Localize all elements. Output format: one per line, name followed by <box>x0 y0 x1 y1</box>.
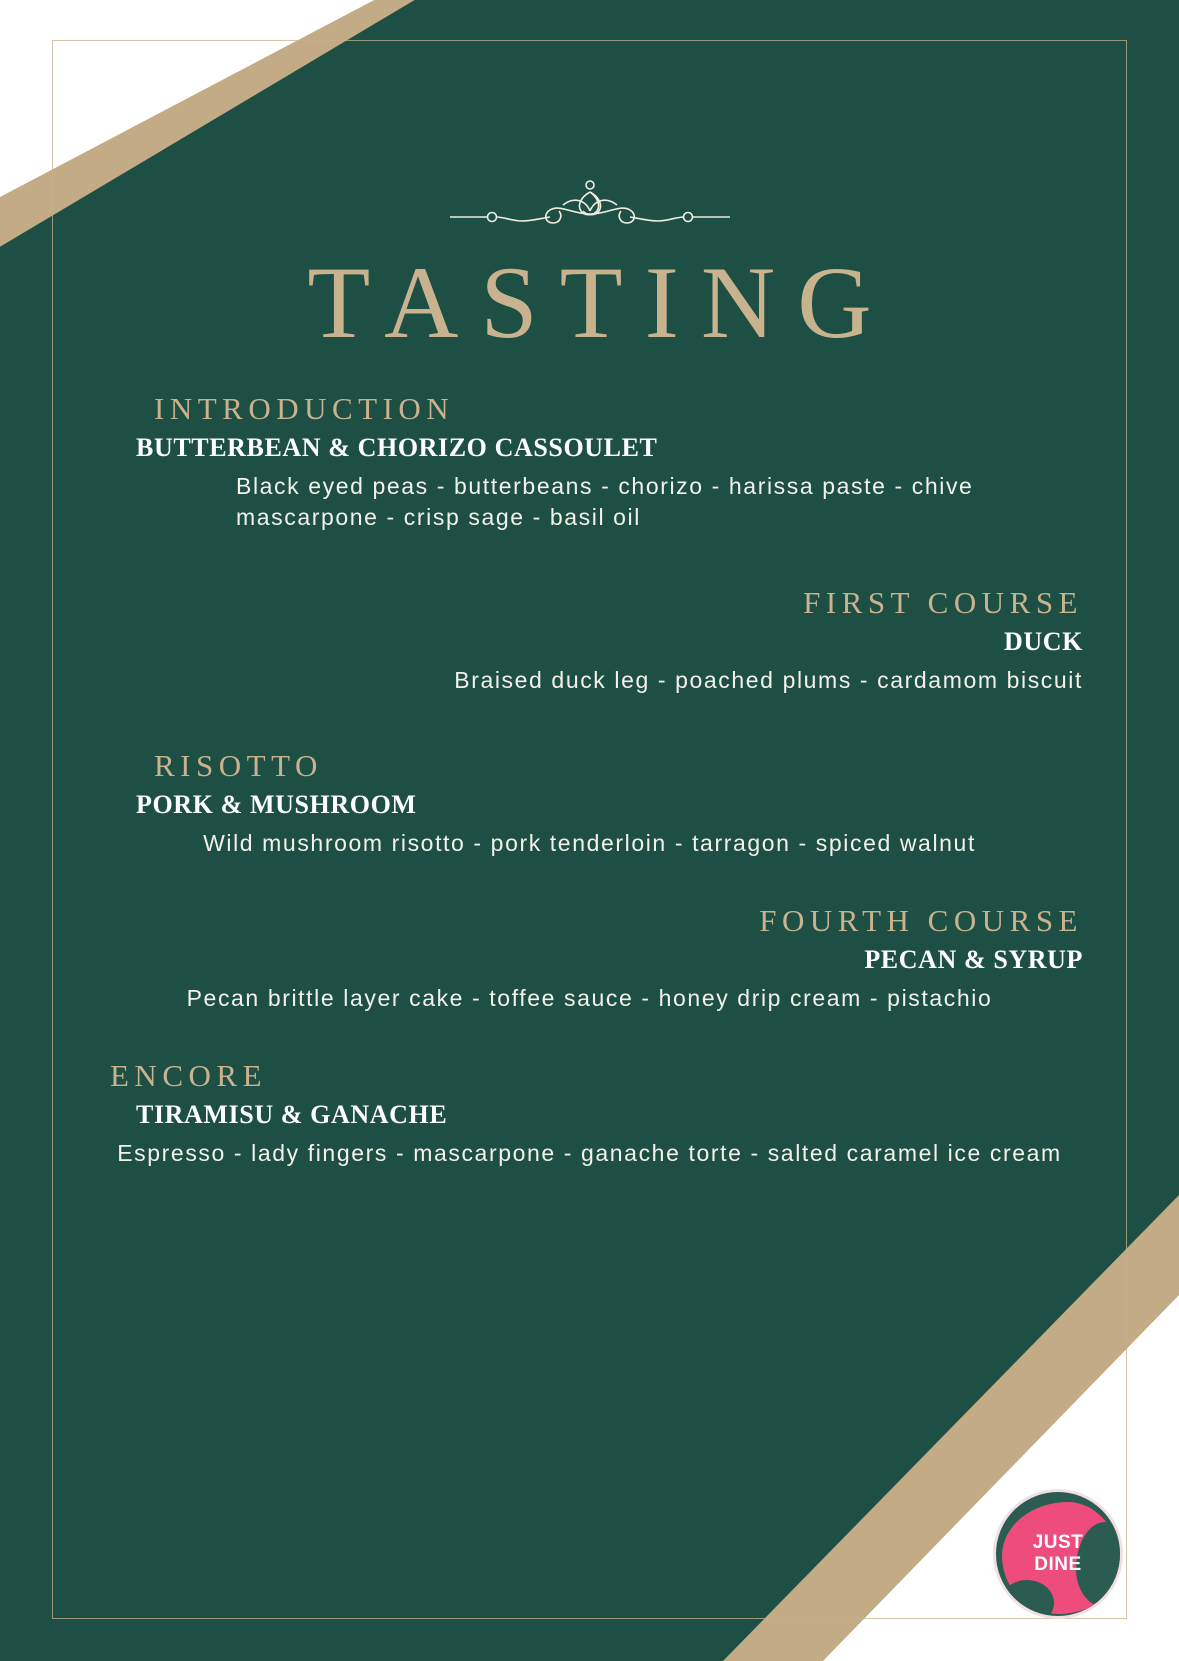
course-dish-name: TIRAMISU & GANACHE <box>136 1100 448 1130</box>
course-label: FOURTH COURSE <box>759 903 1083 939</box>
course-item <box>96 585 1083 696</box>
course-label: ENCORE <box>110 1058 267 1094</box>
course-item <box>96 1058 1083 1169</box>
just-dine-logo <box>993 1489 1123 1619</box>
course-item <box>96 748 1083 859</box>
course-description: Espresso - lady fingers - mascarpone - ganache torte - salted caramel ice cream <box>117 1140 1062 1167</box>
course-item <box>96 903 1083 1014</box>
course-item <box>96 391 1083 533</box>
page-title: TASTING <box>307 246 894 360</box>
course-label: FIRST COURSE <box>803 585 1083 621</box>
course-dish-name: DUCK <box>1004 627 1083 657</box>
course-label: RISOTTO <box>154 748 323 784</box>
course-label: INTRODUCTION <box>154 391 455 426</box>
course-description: Pecan brittle layer cake - toffee sauce - honey drip cream - pistachio <box>186 985 993 1012</box>
course-list <box>96 391 1083 1169</box>
course-description: Black eyed peas - butterbeans - chorizo - harissa paste - chive mascarpone - crisp sage - basil oil <box>236 473 974 531</box>
course-dish-name: BUTTERBEAN & CHORIZO CASSOULET <box>136 433 658 462</box>
course-dish-name: PECAN & SYRUP <box>864 945 1083 975</box>
course-description: Wild mushroom risotto - pork tenderloin - tarragon - spiced walnut <box>203 830 976 857</box>
logo-line-1: JUST <box>1032 1532 1084 1554</box>
course-dish-name: PORK & MUSHROOM <box>136 790 417 820</box>
logo-text <box>996 1492 1120 1616</box>
flourish-ornament <box>96 176 1083 246</box>
logo-line-2: DINE <box>1034 1554 1082 1575</box>
course-description: Braised duck leg - poached plums - cardamom biscuit <box>454 667 1083 694</box>
